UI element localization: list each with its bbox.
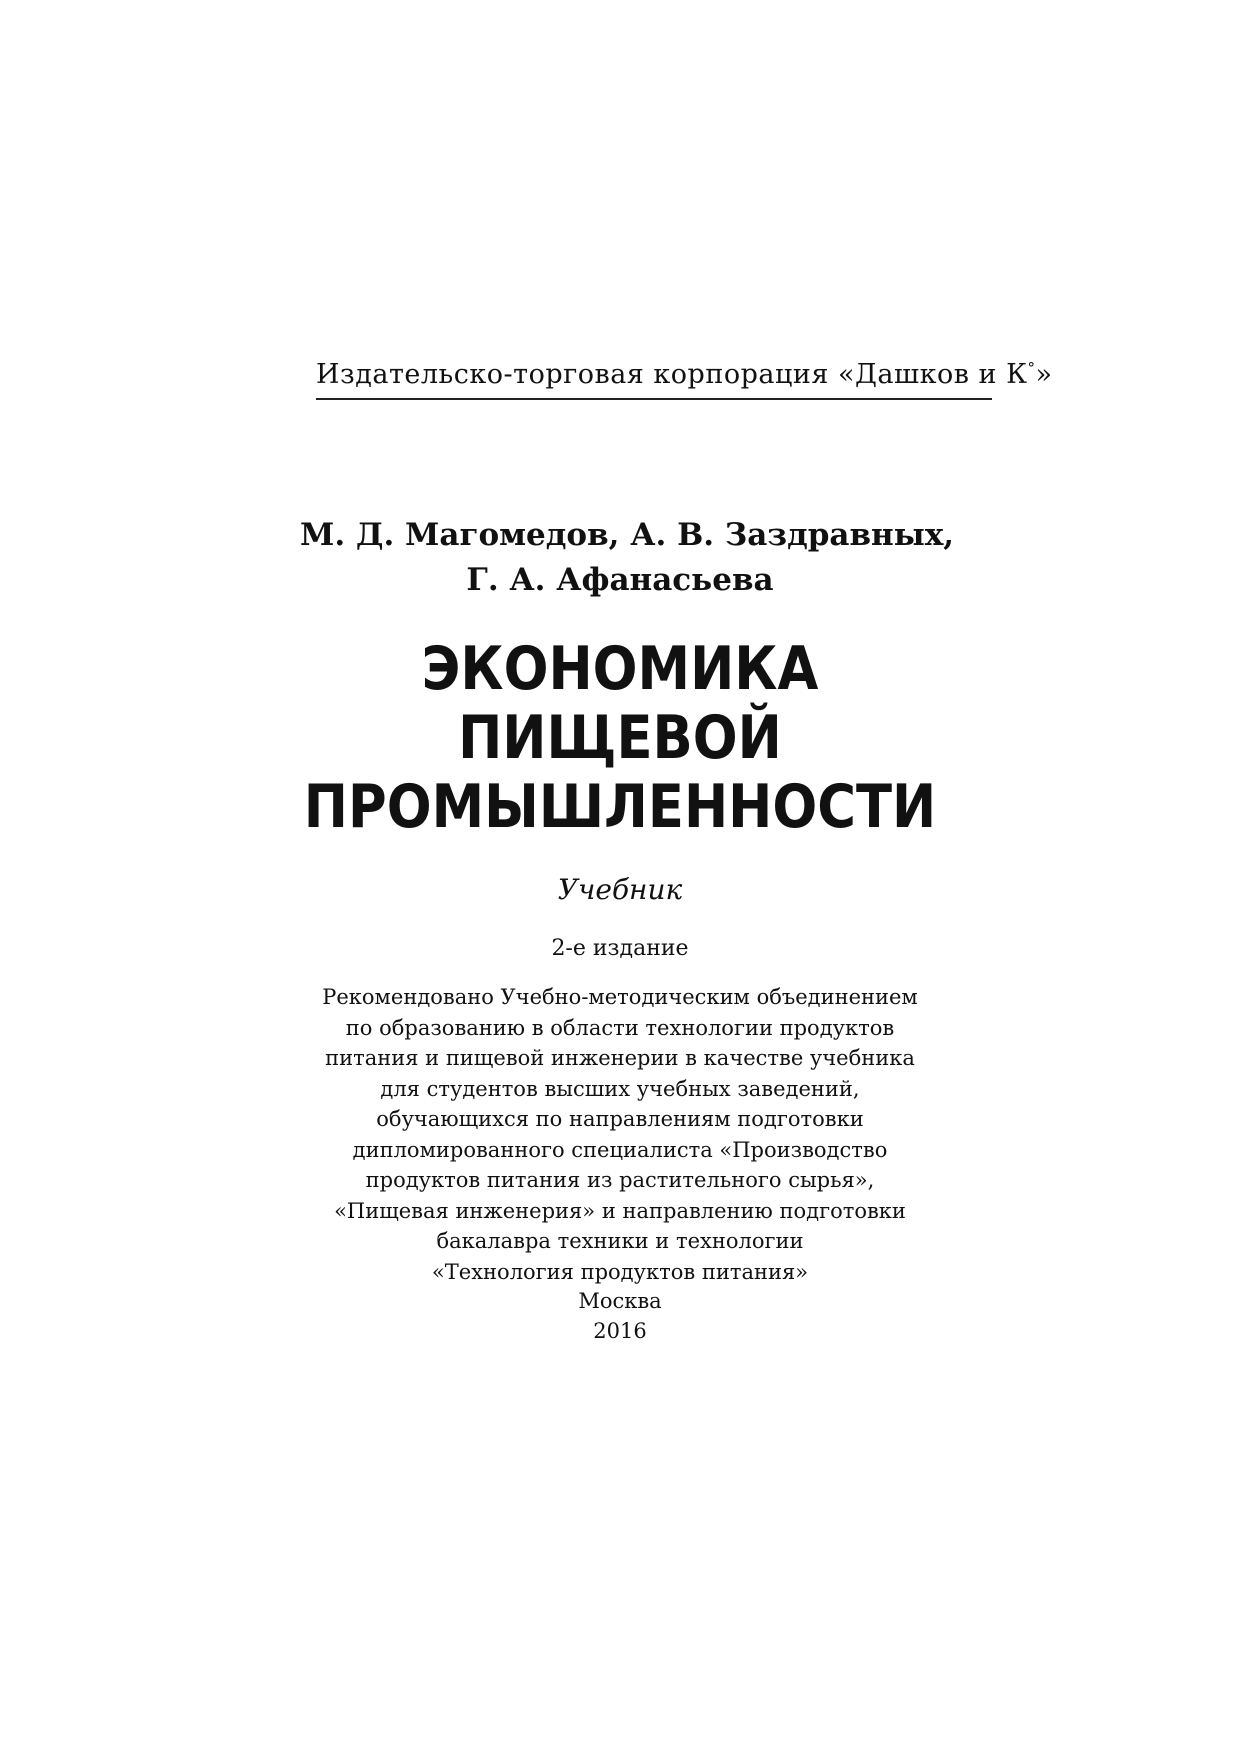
recommendation-block	[300, 982, 940, 1287]
authors-block	[300, 513, 955, 603]
book-title-line: ПИЩЕВОЙ	[458, 703, 782, 773]
recommendation-line: обучающихся по направлениям подготовки	[376, 1107, 864, 1131]
publisher-closing: »	[1035, 359, 1053, 390]
book-title	[268, 635, 972, 842]
recommendation-line: питания и пищевой инженерии в качестве учебника	[325, 1046, 915, 1070]
publisher-name: Издательско-торговая корпорация «Дашков и К	[316, 359, 1028, 390]
recommendation-line: бакалавра техники и технологии	[436, 1229, 804, 1253]
authors-line: Г. А. Афанасьева	[466, 562, 774, 598]
publisher-line	[316, 357, 1053, 393]
recommendation-line: по образованию в области технологии продуктов	[345, 1015, 895, 1040]
edition-label: 2-е издание	[551, 936, 689, 961]
book-kind: Учебник	[557, 873, 683, 906]
recommendation-line: «Технология продуктов питания»	[431, 1259, 809, 1284]
recommendation-line: для студентов высших учебных заведений,	[380, 1076, 860, 1101]
imprint-city: Москва	[578, 1289, 662, 1313]
book-title-line: ПРОМЫШЛЕННОСТИ	[303, 772, 937, 842]
imprint-year: 2016	[593, 1319, 647, 1343]
recommendation-line: продуктов питания из растительного сырья»,	[365, 1168, 875, 1192]
publisher-divider	[316, 398, 992, 400]
book-title-line: ЭКОНОМИКА	[421, 634, 819, 704]
authors-line: М. Д. Магомедов, А. В. Заздравных,	[300, 517, 955, 553]
publisher-superscript: °	[1027, 359, 1036, 377]
recommendation-line: «Пищевая инженерия» и направлению подготовки	[334, 1198, 906, 1223]
recommendation-line: дипломированного специалиста «Производство	[352, 1137, 888, 1162]
recommendation-line: Рекомендовано Учебно-методическим объединением	[322, 985, 918, 1009]
